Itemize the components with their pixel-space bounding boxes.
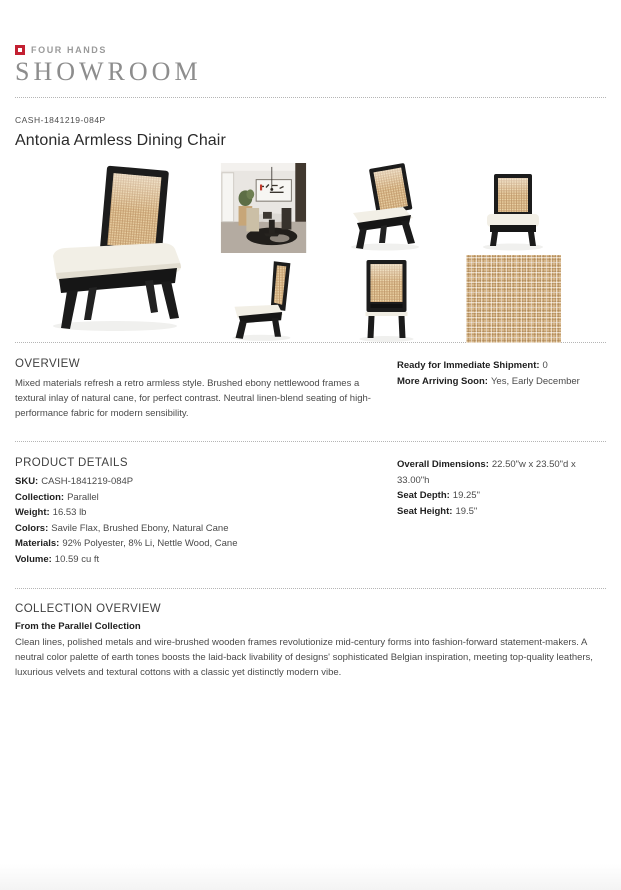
- detail-row-sku: [15, 474, 397, 490]
- four-hands-logo-icon: [15, 45, 25, 55]
- detail-label: Collection:: [15, 491, 65, 503]
- header: [15, 0, 606, 87]
- detail-value: Savile Flax, Brushed Ebony, Natural Cane: [51, 522, 229, 534]
- seat-depth-row: [397, 488, 606, 504]
- thumbnail-chair-back[interactable]: [343, 255, 430, 343]
- detail-value: CASH-1841219-084P: [41, 476, 134, 487]
- overall-dimensions-row: [397, 457, 606, 488]
- chair-angled-illustration: [343, 163, 430, 253]
- detail-row-materials: [15, 536, 397, 552]
- brand-row: [15, 45, 606, 55]
- product-sku: CASH-1841219-084P: [15, 115, 106, 125]
- detail-value: 10.59 cu ft: [54, 553, 100, 565]
- availability-block: [397, 358, 606, 421]
- thumbnail-chair-front[interactable]: [466, 163, 561, 253]
- dimension-label: Overall Dimensions:: [397, 459, 489, 470]
- detail-label: Materials:: [15, 538, 60, 549]
- thumbnail-chair-angled[interactable]: [343, 163, 430, 253]
- product-details-heading: PRODUCT DETAILS: [15, 457, 128, 469]
- detail-label: Colors:: [15, 522, 49, 534]
- overview-section: [15, 343, 606, 441]
- ready-shipment-label: Ready for Immediate Shipment:: [397, 360, 540, 371]
- overview-text: Mixed materials refresh a retro armless style. Brushed ebony nettlewood frames a textural inlay of natural cane, for perfect contrast. Neutral linen-blend seating of high-performance fabric for modern sensibility.: [15, 378, 371, 419]
- detail-row-volume: [15, 552, 397, 568]
- main-product-image[interactable]: [15, 160, 205, 335]
- seat-height-row: [397, 504, 606, 520]
- thumbnail-grid: [220, 163, 561, 342]
- ready-shipment-row: [397, 358, 606, 374]
- detail-row-colors: [15, 521, 397, 537]
- thumbnail-lifestyle-photo[interactable]: [220, 163, 307, 253]
- detail-label: Weight:: [15, 507, 50, 518]
- ready-shipment-value: 0: [542, 360, 548, 371]
- overview-heading: OVERVIEW: [15, 358, 80, 370]
- brand-name: FOUR HANDS: [31, 45, 107, 55]
- detail-value: Parallel: [67, 491, 99, 503]
- divider: [15, 97, 606, 98]
- product-details-section: [15, 442, 606, 588]
- thumbnail-chair-side[interactable]: [220, 255, 307, 343]
- detail-row-collection: [15, 490, 397, 506]
- product-details-rows: [15, 474, 397, 567]
- detail-row-weight: [15, 505, 397, 521]
- chair-front-illustration: [466, 163, 561, 253]
- page-title: Antonia Armless Dining Chair: [15, 132, 226, 149]
- dining-room-scene-illustration: [220, 163, 307, 253]
- collection-text: Clean lines, polished metals and wire-brushed wooden frames revolutionize mid-century forms into fashion-forward statement-makers. A neutral color palette of earth tones boosts the laid-back livability of designs' sophisticated Belgian inspiration, meeting top-quality leathers, luxurious velvets and textural cottons with a classic yet distinctly modern vibe.: [15, 637, 593, 678]
- detail-value: 92% Polyester, 8% Li, Nettle Wood, Cane: [62, 538, 238, 549]
- dimensions-block: [397, 457, 606, 567]
- more-arriving-row: [397, 374, 606, 390]
- collection-overview-section: [15, 589, 606, 680]
- collection-subheading: From the Parallel Collection: [15, 621, 141, 632]
- product-image-gallery: [15, 160, 606, 342]
- chair-side-illustration: [220, 255, 307, 343]
- dimension-value: 19.5": [455, 505, 478, 517]
- detail-value: 16.53 lb: [52, 507, 87, 518]
- collection-overview-heading: COLLECTION OVERVIEW: [15, 603, 162, 615]
- dimension-label: Seat Depth:: [397, 490, 450, 501]
- detail-label: Volume:: [15, 553, 52, 565]
- dimension-value: 22.50"w x 23.50"d x 33.00"h: [397, 459, 576, 486]
- dimension-value: 19.25": [452, 490, 480, 501]
- more-arriving-value: Yes, Early December: [490, 376, 580, 387]
- detail-label: SKU:: [15, 476, 39, 487]
- more-arriving-label: More Arriving Soon:: [397, 376, 488, 387]
- dimension-label: Seat Height:: [397, 505, 453, 517]
- brand-showroom-wordmark: SHOWROOM: [15, 57, 202, 86]
- thumbnail-cane-swatch[interactable]: [466, 255, 561, 343]
- footer-shade: [0, 864, 621, 890]
- chair-front-three-quarter-illustration: [15, 160, 205, 335]
- chair-back-illustration: [343, 255, 430, 343]
